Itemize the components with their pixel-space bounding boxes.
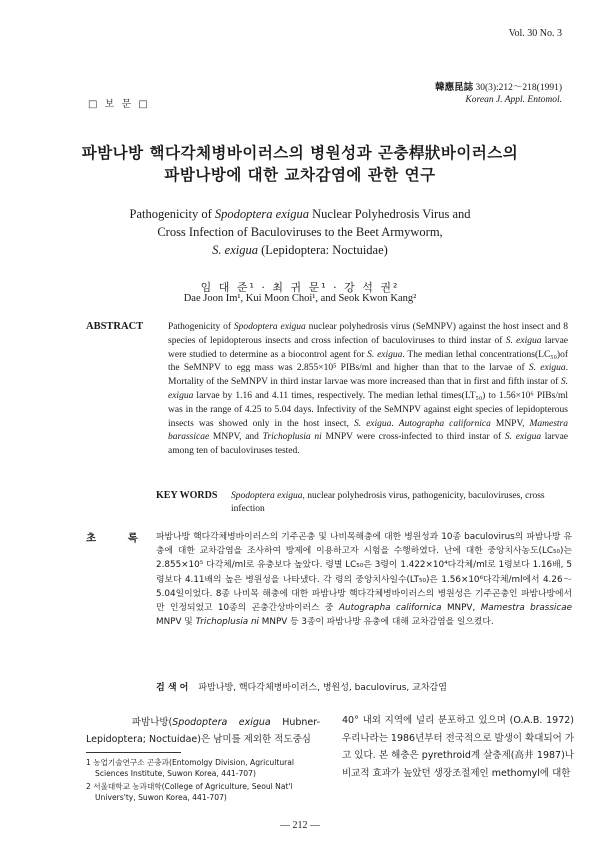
abstract-label: ABSTRACT: [86, 321, 144, 332]
keywords-label: KEY WORDS: [156, 490, 218, 501]
korean-abstract-text: 파밤나방 핵다각체병바이러스의 기주곤충 및 나비목해충에 대한 병원성과 10종 baculovirus의 파밤나방 유충에 대한 교차감염을 조사하여 방제에 이용하고자 시험을 수행하였다. 난에 대한 중앙치사농도(LC₅₀)는 2.855×10⁵ 다각체/ml로 유충보다 높았다. 령별 LC₅₀은 3령이 1.422×10⁴다각체/ml로 1령보다 1.16배, 5령보다 4.11배의 높은 병원성을 나타냈다. 각 령의 중앙치사일수(LT₅₀)은 1.56×10⁶다각체/ml에서 4.26～5.04일이었다. 8종 나비목 해충에 대한 파밤나방 핵다각체병바이러스의 병원성은 기주곤충인 파밤나방에서만 인정되었고 10종의 곤충간상바이러스 중 Autographa californica MNPV, Mamestra brassicae MNPV 및 Trichoplusia ni MNPV 등 3종이 파밤나방 유충에 대해 교차감염을 일으켰다.: [156, 532, 573, 628]
abstract-text: Pathogenicity of Spodoptera exigua nuclear polyhedrosis virus (SeMNPV) against the host insect and 8 species of lepidopterous insects and cross infection of baculoviruses to third instar of S. exigua larvae were studied to determine as a biocontrol agent for S. exigua. The median lethal concentrations(LC₅₀)of the SeMNPV to egg mass was 2.855×10⁵ PIBs/ml and higher than that to the larvae of S. exigua. Mortality of the SeMNPV in third instar larvae was more increased than that in first and fifth instar of S. exigua larvae by 1.16 and 4.11 times, respectively. The median lethal times(LT₅₀) to 1.56×10⁶ PIBs/ml was in the range of 4.25 to 5.04 days. Infectivity of the SeMNPV against eight species of lepidopterous insects was showed only in the host insect, S. exigua. Autographa californica MNPV, Mamestra barassicae MNPV, and Trichoplusia ni MNPV were cross-infected to third instar of S. exigua larvae among ten of baculoviruses tested.: [168, 322, 569, 457]
english-title-line1: Pathogenicity of Spodoptera exigua Nuclear Polyhedrosis Virus and: [129, 207, 471, 221]
korean-title: [0, 142, 600, 186]
page-number: — 212 —: [280, 820, 320, 831]
body-left-column: 파밤나방(Spodoptera exigua Hubner-Lepidoptera; Noctuidae)은 남미를 제외한 적도중심: [86, 717, 320, 745]
footnote-divider: [86, 752, 181, 753]
search-keywords-terms: 파밤나방, 핵다각체병바이러스, 병원성, baculovirus, 교차감염: [198, 683, 447, 693]
korean-title-line2: 파밤나방에 대한 교차감염에 관한 연구: [164, 166, 436, 184]
journal-volume-pages: 30(3):212～218(1991): [475, 83, 562, 93]
korean-title-line1: 파밤나방 핵다각체병바이러스의 병원성과 곤충桿狀바이러스의: [81, 144, 519, 162]
journal-citation: [435, 82, 562, 106]
journal-english-name: Korean J. Appl. Entomol.: [465, 95, 562, 105]
search-keywords: [156, 680, 447, 693]
volume-number: Vol. 30 No. 3: [508, 28, 562, 39]
english-authors: Dae Joon Im¹, Kui Moon Choi¹, and Seok Kwon Kang²: [183, 293, 417, 304]
section-mark: □ 보 문 □: [88, 99, 150, 110]
body-right-column: 40° 내외 지역에 널리 분포하고 있으며 (O.A.B. 1972) 우리나라는 1986년부터 전국적으로 발생이 확대되어 가고 있다. 본 해충은 pyrethroid계 살충제(高井 1987)나 비교적 효과가 높았던 생장조절제인 methomyl에 대한: [342, 715, 574, 779]
english-title-line2: Cross Infection of Baculoviruses to the Beet Armyworm,: [157, 225, 443, 239]
english-title: [0, 205, 600, 259]
english-title-line3: S. exigua (Lepidoptera: Noctuidae): [212, 243, 388, 257]
korean-authors: 임 대 준¹ · 최 귀 문¹ · 강 석 권²: [200, 281, 400, 294]
footnote-2: 2 서울대학교 농과대학(College of Agriculture, Seoul Nat'l Univers'ty, Suwon Korea, 441-707): [86, 782, 293, 802]
footnote-1: 1 농업기술연구소 곤충과(Entomolgy Division, Agricultural Sciences Institute, Suwon Korea, 441-707): [86, 758, 295, 778]
search-keywords-label: 검 색 어: [156, 683, 189, 693]
korean-abstract-label: 초 록: [86, 532, 152, 544]
footnotes: [86, 758, 326, 806]
keywords-text: Spodoptera exigua, nuclear polyhedrosis virus, pathogenicity, baculoviruses, cross infection: [231, 491, 545, 514]
journal-korean-name: 韓應昆誌: [435, 83, 474, 93]
